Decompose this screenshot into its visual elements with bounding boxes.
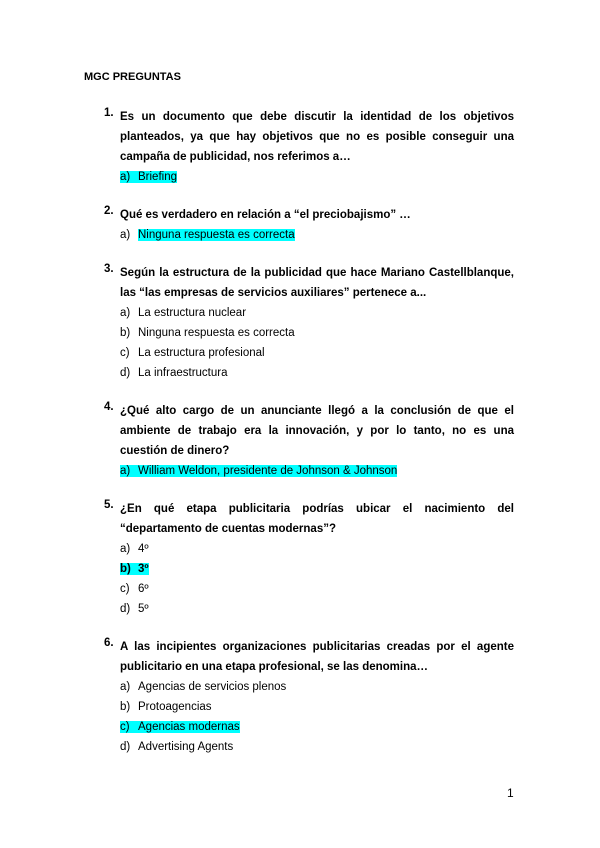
question-number: 2.: [104, 205, 114, 217]
option-text: Advertising Agents: [138, 741, 234, 753]
option-c: [120, 717, 514, 737]
page-title: MGC PREGUNTAS: [84, 71, 181, 83]
question-number: 4.: [104, 401, 114, 413]
option-a: [120, 461, 514, 481]
option-letter: a): [120, 465, 131, 477]
question-text: Qué es verdadero en relación a “el preciobajismo” …: [120, 209, 411, 221]
question-2: [104, 205, 514, 245]
question-number: 3.: [104, 263, 114, 275]
option-letter: b): [120, 701, 131, 713]
option-text: La infraestructura: [138, 367, 228, 379]
question-5: [104, 499, 514, 619]
option-letter: a): [120, 681, 131, 693]
option-letter: a): [120, 307, 131, 319]
option-letter: d): [120, 741, 131, 753]
option-text: William Weldon, presidente de Johnson & Johnson: [138, 465, 398, 477]
question-text: ¿En qué etapa publicitaria podrías ubicar el nacimiento del “departamento de cuentas modernas”?: [120, 503, 514, 535]
option-letter: a): [120, 171, 131, 183]
question-6: [104, 637, 514, 757]
option-d: [120, 737, 514, 757]
option-text: 6º: [138, 583, 149, 595]
option-letter: c): [120, 583, 130, 595]
option-letter: a): [120, 543, 131, 555]
option-text: 3º: [138, 563, 149, 575]
option-letter: a): [120, 229, 131, 241]
option-letter: c): [120, 721, 130, 733]
question-number: 1.: [104, 107, 114, 119]
option-a: [120, 225, 514, 245]
option-a: [120, 303, 514, 323]
option-b: [120, 323, 514, 343]
question-text: Según la estructura de la publicidad que hace Mariano Castellblanque, las “las empresas de servicios auxiliares” pertenece a...: [120, 267, 514, 299]
question-number: 6.: [104, 637, 114, 649]
question-text: ¿Qué alto cargo de un anunciante llegó a la conclusión de que el ambiente de trabajo era la innovación, y por lo tanto, no es una cuestión de dinero?: [120, 405, 514, 457]
option-letter: d): [120, 367, 131, 379]
question-number: 5.: [104, 499, 114, 511]
option-c: [120, 343, 514, 363]
option-a: [120, 677, 514, 697]
question-text: Es un documento que debe discutir la identidad de los objetivos planteados, ya que hay objetivos que no es posible conseguir una campaña de publicidad, nos referimos a…: [120, 111, 514, 163]
option-text: 5º: [138, 603, 149, 615]
option-text: Protoagencias: [138, 701, 212, 713]
option-d: [120, 599, 514, 619]
question-3: [104, 263, 514, 383]
option-d: [120, 363, 514, 383]
option-text: La estructura nuclear: [138, 307, 247, 319]
option-b: [120, 697, 514, 717]
option-text: Agencias de servicios plenos: [138, 681, 287, 693]
option-letter: c): [120, 347, 130, 359]
option-b: [120, 559, 514, 579]
option-letter: b): [120, 327, 131, 339]
option-text: Briefing: [138, 171, 177, 183]
option-text: 4º: [138, 543, 149, 555]
question-4: [104, 401, 514, 481]
option-a: [120, 539, 514, 559]
option-text: Agencias modernas: [138, 721, 240, 733]
option-text: Ninguna respuesta es correcta: [138, 229, 295, 241]
option-text: Ninguna respuesta es correcta: [138, 327, 295, 339]
question-1: [104, 107, 514, 187]
question-text: A las incipientes organizaciones publicitarias creadas por el agente publicitario en una etapa profesional, se las denomina…: [120, 641, 514, 673]
option-c: [120, 579, 514, 599]
page-number: 1: [507, 786, 514, 800]
option-letter: d): [120, 603, 131, 615]
option-text: La estructura profesional: [138, 347, 265, 359]
option-a: [120, 167, 514, 187]
option-letter: b): [120, 563, 131, 575]
